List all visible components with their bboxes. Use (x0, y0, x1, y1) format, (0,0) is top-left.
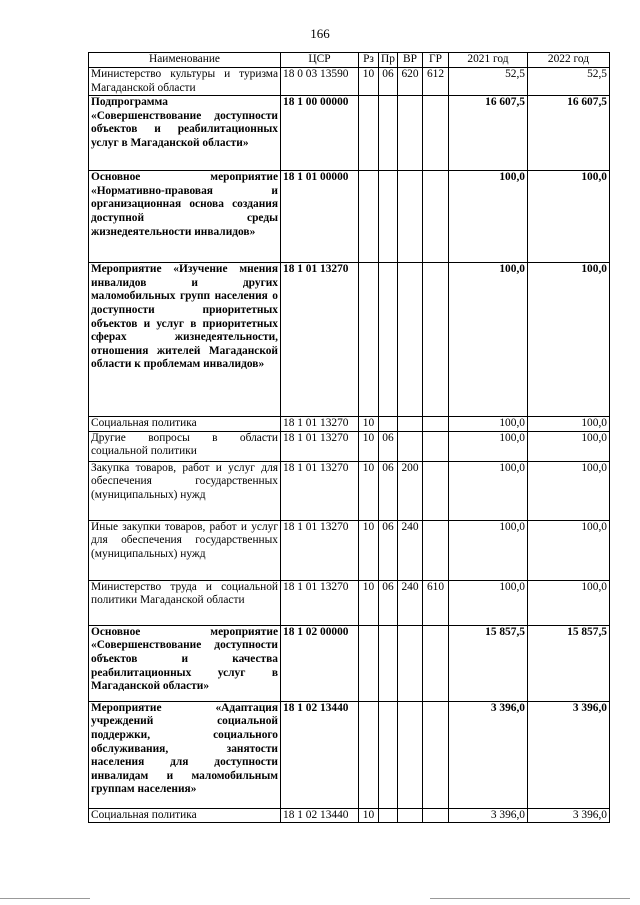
row-pr: 06 (379, 580, 398, 625)
row-gr (423, 625, 449, 701)
row-pr (379, 625, 398, 701)
row-gr (423, 171, 449, 263)
row-2021: 100,0 (449, 580, 528, 625)
table-row (89, 431, 610, 461)
row-pr (379, 263, 398, 417)
row-name: Министерство культуры и туризма Магаданской области (89, 68, 281, 96)
row-2022: 52,5 (528, 68, 610, 96)
row-2022: 3 396,0 (528, 808, 610, 823)
table-row (89, 68, 610, 96)
row-2021: 100,0 (449, 431, 528, 461)
row-2021: 16 607,5 (449, 96, 528, 171)
row-rz: 10 (359, 580, 379, 625)
row-rz: 10 (359, 68, 379, 96)
row-vr (398, 625, 423, 701)
row-name: Подпрограмма «Совершенствование доступности объектов и реабилитационных услуг в Магаданской области» (89, 96, 281, 171)
row-name: Иные закупки товаров, работ и услуг для обеспечения государственных (муниципальных) нужд (89, 520, 281, 580)
row-name: Закупка товаров, работ и услуг для обеспечения государственных (муниципальных) нужд (89, 461, 281, 520)
row-pr (379, 701, 398, 808)
row-name: Основное мероприятие «Совершенствование доступности объектов и качества реабилитационных услуг в Магаданской области» (89, 625, 281, 701)
row-csr: 18 1 01 13270 (281, 520, 359, 580)
row-pr (379, 808, 398, 823)
row-csr: 18 1 01 00000 (281, 171, 359, 263)
row-rz (359, 171, 379, 263)
row-csr: 18 1 02 13440 (281, 808, 359, 823)
row-gr (423, 263, 449, 417)
header-csr: ЦСР (281, 53, 359, 68)
row-vr (398, 96, 423, 171)
row-2022: 16 607,5 (528, 96, 610, 171)
row-gr (423, 417, 449, 432)
row-2022: 100,0 (528, 431, 610, 461)
row-gr (423, 520, 449, 580)
row-gr (423, 701, 449, 808)
row-name: Социальная политика (89, 417, 281, 432)
row-pr (379, 417, 398, 432)
row-gr (423, 431, 449, 461)
row-2022: 15 857,5 (528, 625, 610, 701)
row-csr: 18 1 02 00000 (281, 625, 359, 701)
row-gr: 612 (423, 68, 449, 96)
table-row (89, 625, 610, 701)
table-row (89, 171, 610, 263)
row-rz (359, 701, 379, 808)
row-name: Социальная политика (89, 808, 281, 823)
table-row (89, 580, 610, 625)
row-2021: 15 857,5 (449, 625, 528, 701)
header-name: Наименование (89, 53, 281, 68)
row-vr (398, 808, 423, 823)
row-csr: 18 0 03 13590 (281, 68, 359, 96)
row-pr: 06 (379, 461, 398, 520)
row-csr: 18 1 01 13270 (281, 580, 359, 625)
header-rz: Рз (359, 53, 379, 68)
row-vr (398, 701, 423, 808)
row-2022: 100,0 (528, 580, 610, 625)
row-csr: 18 1 02 13440 (281, 701, 359, 808)
budget-table (88, 52, 610, 823)
row-pr: 06 (379, 520, 398, 580)
header-pr: Пр (379, 53, 398, 68)
row-rz (359, 263, 379, 417)
row-2022: 100,0 (528, 461, 610, 520)
row-pr: 06 (379, 68, 398, 96)
table-row (89, 96, 610, 171)
table-row (89, 417, 610, 432)
row-name: Мероприятие «Адаптация учреждений социальной поддержки, социального обслуживания, занятости населения для доступности инвалидам и маломобильным группам населения» (89, 701, 281, 808)
row-2022: 3 396,0 (528, 701, 610, 808)
row-csr: 18 1 00 00000 (281, 96, 359, 171)
header-2022: 2022 год (528, 53, 610, 68)
row-2021: 100,0 (449, 417, 528, 432)
header-vr: ВР (398, 53, 423, 68)
table-row (89, 263, 610, 417)
row-gr: 610 (423, 580, 449, 625)
row-rz: 10 (359, 461, 379, 520)
row-vr: 240 (398, 520, 423, 580)
table-row (89, 808, 610, 823)
row-rz: 10 (359, 431, 379, 461)
table-header-row (89, 53, 610, 68)
row-2022: 100,0 (528, 263, 610, 417)
table-row (89, 520, 610, 580)
row-csr: 18 1 01 13270 (281, 461, 359, 520)
row-vr: 200 (398, 461, 423, 520)
row-2022: 100,0 (528, 417, 610, 432)
row-vr (398, 417, 423, 432)
page-number: 166 (310, 26, 330, 41)
row-name: Мероприятие «Изучение мнения инвалидов и других маломобильных групп населения о доступности приоритетных объектов и услуг в приоритетных сферах жизнедеятельности, отношения жителей Магаданской области к проблемам инвалидов» (89, 263, 281, 417)
row-2021: 100,0 (449, 520, 528, 580)
row-vr (398, 171, 423, 263)
row-2021: 100,0 (449, 461, 528, 520)
footer-rule-right (430, 898, 630, 899)
row-gr (423, 461, 449, 520)
row-vr: 620 (398, 68, 423, 96)
row-2021: 100,0 (449, 171, 528, 263)
row-csr: 18 1 01 13270 (281, 263, 359, 417)
row-pr (379, 96, 398, 171)
row-csr: 18 1 01 13270 (281, 431, 359, 461)
header-gr: ГР (423, 53, 449, 68)
row-pr: 06 (379, 431, 398, 461)
row-name: Основное мероприятие «Нормативно-правовая и организационная основа создания доступной среды жизнедеятельности инвалидов» (89, 171, 281, 263)
row-2022: 100,0 (528, 520, 610, 580)
row-rz: 10 (359, 808, 379, 823)
header-2021: 2021 год (449, 53, 528, 68)
table-body (89, 68, 610, 823)
row-rz: 10 (359, 520, 379, 580)
row-vr (398, 263, 423, 417)
row-rz (359, 96, 379, 171)
row-2021: 3 396,0 (449, 808, 528, 823)
footer-rule-left (0, 898, 90, 899)
row-rz: 10 (359, 417, 379, 432)
table-row (89, 461, 610, 520)
table-row (89, 701, 610, 808)
row-2021: 3 396,0 (449, 701, 528, 808)
row-vr: 240 (398, 580, 423, 625)
row-2021: 100,0 (449, 263, 528, 417)
row-vr (398, 431, 423, 461)
row-pr (379, 171, 398, 263)
row-name: Другие вопросы в области социальной политики (89, 431, 281, 461)
row-gr (423, 808, 449, 823)
row-2022: 100,0 (528, 171, 610, 263)
row-csr: 18 1 01 13270 (281, 417, 359, 432)
row-rz (359, 625, 379, 701)
row-gr (423, 96, 449, 171)
row-2021: 52,5 (449, 68, 528, 96)
row-name: Министерство труда и социальной политики Магаданской области (89, 580, 281, 625)
